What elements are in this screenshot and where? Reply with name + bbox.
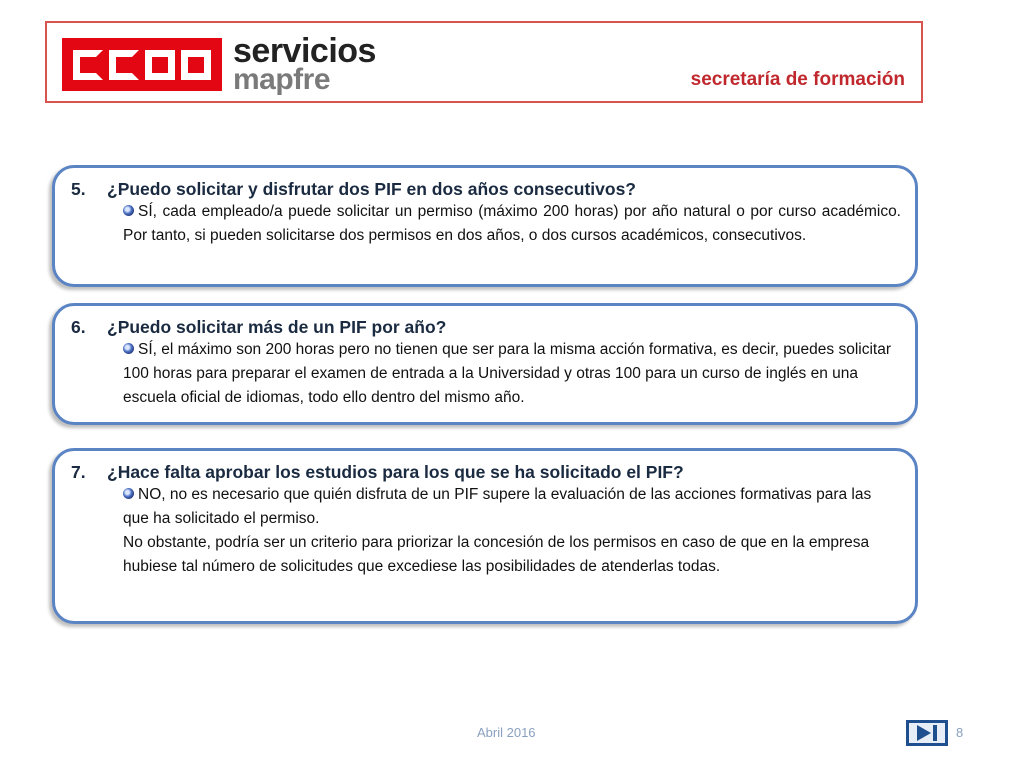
- faq-question-text: ¿Puedo solicitar y disfrutar dos PIF en dos años consecutivos?: [107, 179, 636, 199]
- header-banner: [45, 21, 923, 103]
- faq-question-text: ¿Puedo solicitar más de un PIF por año?: [107, 317, 447, 337]
- bullet-icon: [123, 488, 134, 499]
- faq-answer-text: NO, no es necesario que quién disfruta de un PIF supere la evaluación de las acciones formativas para las que ha solicitado el permiso.: [123, 486, 872, 527]
- brand-mapfre: mapfre: [233, 63, 331, 96]
- faq-answer-text: SÍ, el máximo son 200 horas pero no tienen que ser para la misma acción formativa, es decir, puedes solicitar 100 horas para preparar el examen de entrada a la Universidad y otras 100 para un curso de inglés en una escuela oficial de idiomas, todo ello dentro del mismo año.: [123, 341, 891, 406]
- faq-box-5: [52, 165, 918, 287]
- department-title: secretaría de formación: [690, 69, 905, 90]
- faq-answer: [123, 483, 901, 579]
- bullet-icon: [123, 343, 134, 354]
- faq-question: [71, 461, 901, 483]
- logo-letter-c2: [109, 50, 139, 80]
- faq-answer-extra: No obstante, podría ser un criterio para priorizar la concesión de los permisos en caso de que en la empresa hubiese tal número de solicitudes que excediese las posibilidades de atenderlas todas.: [123, 534, 870, 575]
- faq-question: [71, 178, 901, 200]
- faq-question-text: ¿Hace falta aprobar los estudios para los que se ha solicitado el PIF?: [107, 462, 684, 482]
- page-number: 8: [956, 725, 964, 740]
- ccoo-logo: [62, 38, 222, 91]
- bullet-icon: [123, 205, 134, 216]
- logo-letter-c1: [73, 50, 103, 80]
- next-slide-button[interactable]: [906, 720, 948, 746]
- end-bar-icon: [933, 725, 937, 741]
- faq-question: [71, 316, 901, 338]
- footer-date: Abril 2016: [477, 725, 536, 740]
- faq-answer: [123, 338, 901, 410]
- faq-box-7: [52, 448, 918, 624]
- faq-number: 5.: [71, 179, 86, 199]
- faq-answer: [123, 200, 901, 248]
- play-icon: [917, 725, 931, 741]
- logo-letter-o2: [181, 50, 211, 80]
- faq-box-6: [52, 303, 918, 425]
- brand-servicios: servicios: [233, 32, 376, 70]
- logo-letter-o1: [145, 50, 175, 80]
- faq-number: 7.: [71, 462, 86, 482]
- faq-number: 6.: [71, 317, 86, 337]
- faq-answer-text: SÍ, cada empleado/a puede solicitar un permiso (máximo 200 horas) por año natural o por curso académico. Por tanto, si pueden solicitarse dos permisos en dos años, o dos cursos académicos, consecutivos.: [123, 203, 901, 244]
